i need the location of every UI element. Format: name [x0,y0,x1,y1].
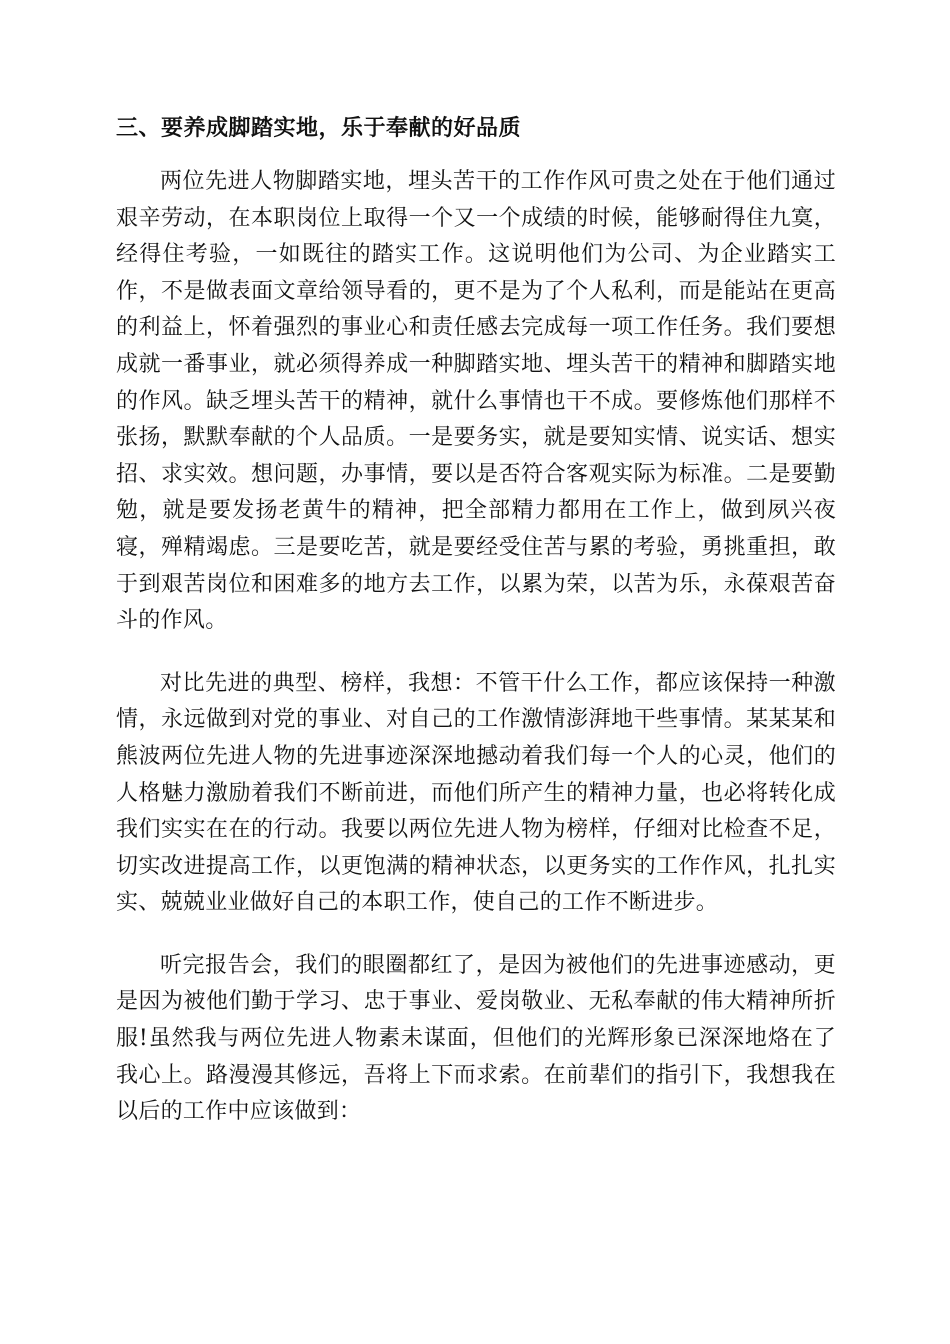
paragraph-3: 听完报告会，我们的眼圈都红了，是因为被他们的先进事迹感动，更是因为被他们勤于学习、忠于事业、爱岗敬业、无私奉献的伟大精神所折服!虽然我与两位先进人物素未谋面，但他们的光辉形象已深深地烙在了我心上。路漫漫其修远，吾将上下而求索。在前辈们的指引下，我想我在以后的工作中应该做到： [116,952,836,1125]
paragraph-2: 对比先进的典型、榜样，我想：不管干什么工作，都应该保持一种激情，永远做到对党的事业、对自己的工作激情澎湃地干些事情。某某某和熊波两位先进人物的先进事迹深深地撼动着我们每一个人的心灵，他们的人格魅力激励着我们不断前进，而他们所产生的精神力量，也必将转化成我们实实在在的行动。我要以两位先进人物为榜样，仔细对比检查不足，切实改进提高工作，以更饱满的精神状态，以更务实的工作作风，扎扎实实、兢兢业业做好自己的本职工作，使自己的工作不断进步。 [116,670,836,916]
paragraph-1: 两位先进人物脚踏实地，埋头苦干的工作作风可贵之处在于他们通过艰辛劳动，在本职岗位上取得一个又一个成绩的时候，能够耐得住九寞，经得住考验，一如既往的踏实工作。这说明他们为公司、为企业踏实工作，不是做表面文章给领导看的，更不是为了个人私利，而是能站在更高的利益上，怀着强烈的事业心和责任感去完成每一项工作任务。我们要想成就一番事业，就必须得养成一种脚踏实地、埋头苦干的精神和脚踏实地的作风。缺乏埋头苦干的精神，就什么事情也干不成。要修炼他们那样不张扬，默默奉献的个人品质。一是要务实，就是要知实情、说实话、想实招、求实效。想问题，办事情，要以是否符合客观实际为标准。二是要勤勉，就是要发扬老黄牛的精神，把全部精力都用在工作上，做到夙兴夜寝，殚精竭虑。三是要吃苦，就是要经受住苦与累的考验，勇挑重担，敢于到艰苦岗位和困难多的地方去工作，以累为荣，以苦为乐，永葆艰苦奋斗的作风。 [116,169,836,634]
section-heading: 三、要养成脚踏实地，乐于奉献的好品质 [116,115,522,141]
document-body [116,110,836,1131]
